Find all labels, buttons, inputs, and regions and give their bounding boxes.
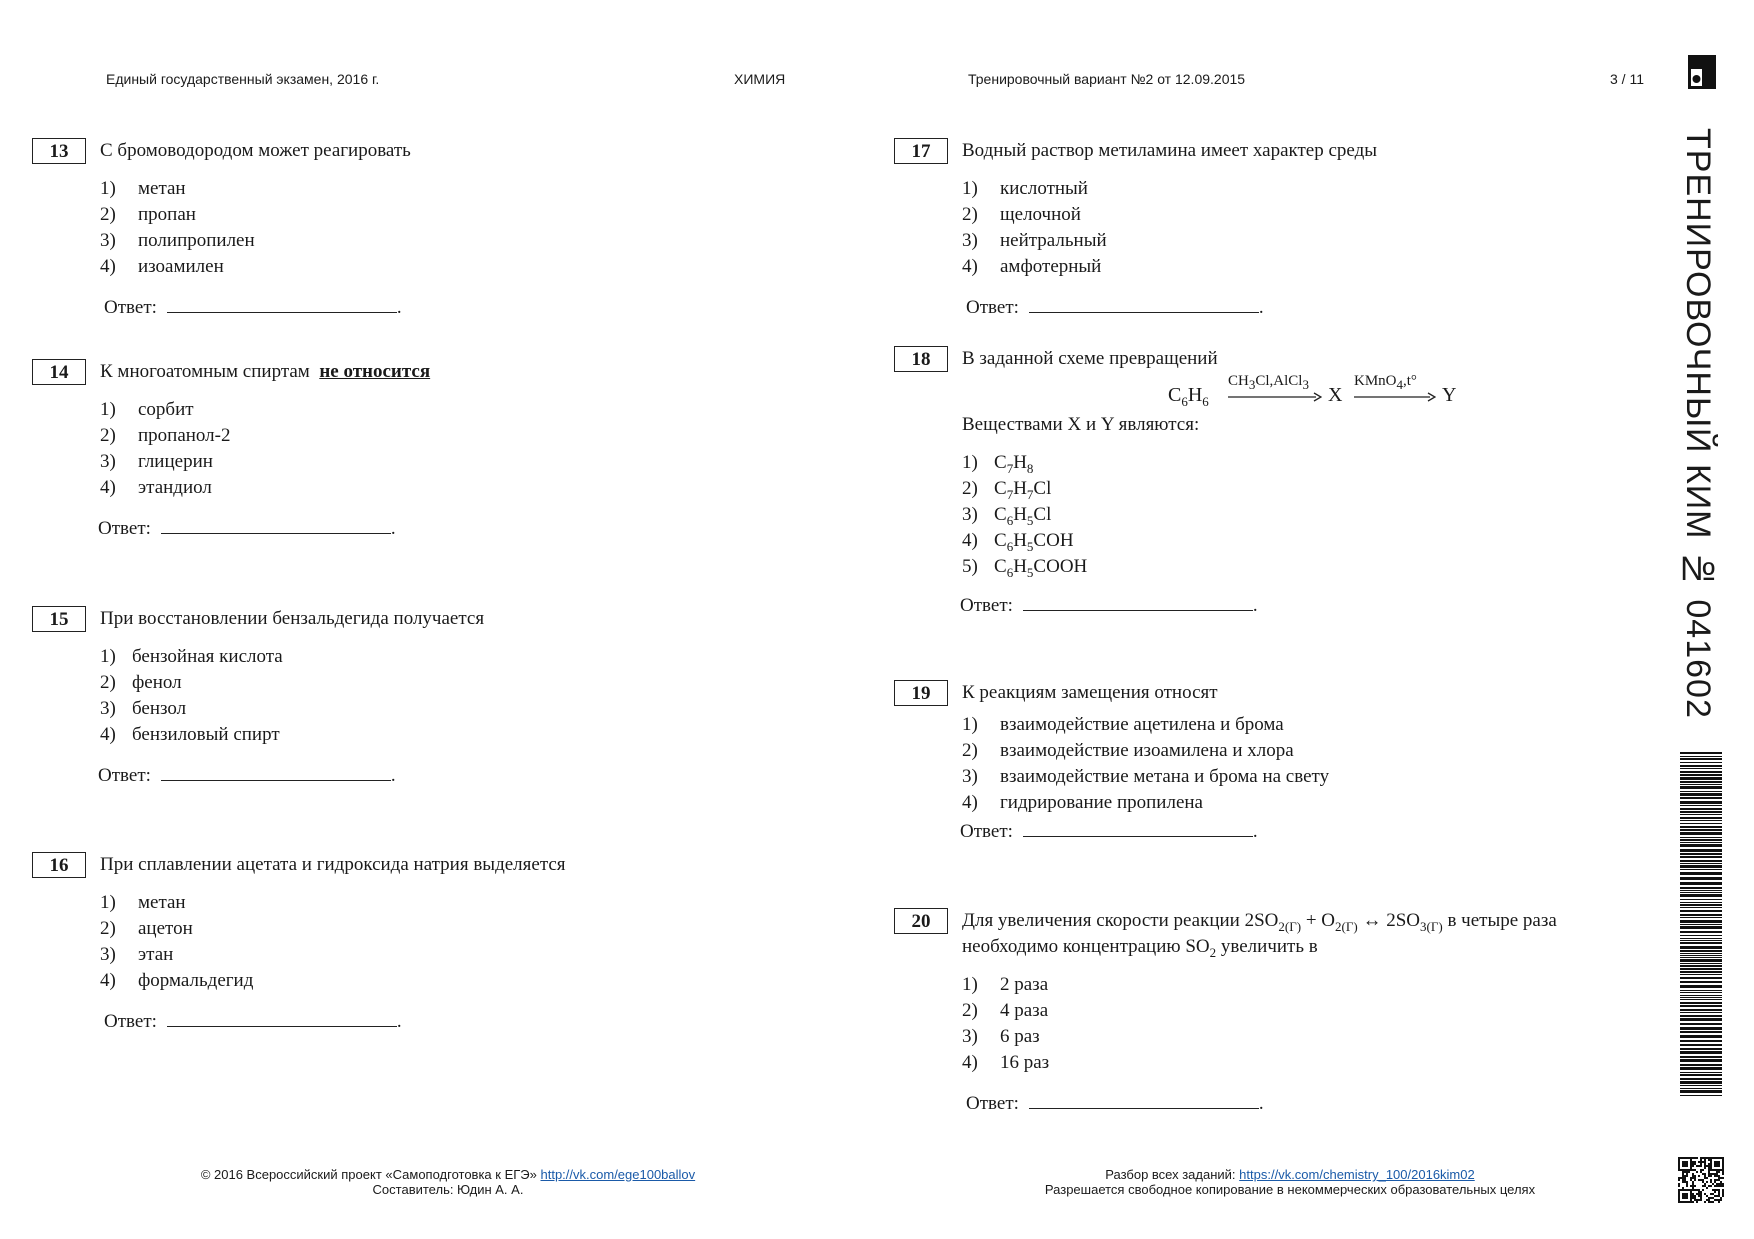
question-number: 13 [32,138,86,164]
footer-license: Разрешается свободное копирование в некоммерческих образовательных целях [1044,1182,1536,1197]
question-13 [32,138,832,338]
option-4[interactable]: 4) гидрирование пропилена [962,792,1203,813]
answer-field[interactable]: Ответ: . [966,1090,1264,1117]
option-2[interactable]: 2) щелочной [962,204,1081,225]
scheme-start: $C_6H_6$ [1168,384,1209,409]
option-3[interactable]: 3) 6 раз [962,1026,1040,1047]
option-2[interactable]: 2) ацетон [100,918,193,939]
question-16 [32,852,832,1052]
option-3[interactable]: 3) полипропилен [100,230,255,251]
header-subject: ХИМИЯ [734,71,786,87]
option-1[interactable]: 1) бензойная кислота [100,646,283,667]
arrow-icon [1228,392,1322,402]
question-text: С бромоводородом может реагировать [100,140,411,161]
side-label-kim: ТРЕНИРОВОЧНЫЙ КИМ № 041602 [1679,128,1717,719]
question-number: 20 [894,908,948,934]
question-14 [32,359,832,559]
question-text: При сплавлении ацетата и гидроксида натрия выделяется [100,854,566,875]
option-1[interactable]: 1) метан [100,892,186,913]
question-18 [894,346,1674,626]
answer-field[interactable]: Ответ: . [104,1008,402,1035]
arrow-icon [1354,392,1436,402]
options-list [100,176,255,280]
option-1[interactable]: 1) взаимодействие ацетилена и брома [962,714,1284,735]
answer-field[interactable]: Ответ: . [104,294,402,321]
question-text: При восстановлении бензальдегида получается [100,608,485,629]
answer-field[interactable]: Ответ: . [98,762,396,789]
option-3[interactable]: 3) этан [100,944,174,965]
footer-right [1010,1167,1570,1197]
header-variant: Тренировочный вариант №2 от 12.09.2015 [968,71,1246,87]
option-1[interactable]: 1) кислотный [962,178,1088,199]
options-list [100,890,253,994]
option-4[interactable]: 4) формальдегид [100,970,254,991]
barcode-icon [1680,752,1722,1097]
options-list [962,712,1329,816]
options-list [962,176,1107,280]
question-number: 19 [894,680,948,706]
option-3[interactable]: 3) взаимодействие метана и брома на свету [962,766,1330,787]
option-4[interactable]: 4) $C_6H_5COH$ [962,530,1074,554]
footer-left [150,1167,746,1197]
option-4[interactable]: 4) бензиловый спирт [100,724,280,745]
scheme-x: X [1328,384,1343,406]
options-list [962,972,1049,1076]
option-2[interactable]: 2) $C_7H_7Cl$ [962,478,1052,502]
option-4[interactable]: 4) амфотерный [962,256,1102,277]
option-1[interactable]: 1) метан [100,178,186,199]
option-3[interactable]: 3) нейтральный [962,230,1107,251]
logo-icon [1688,55,1716,89]
answer-field[interactable]: Ответ: . [960,818,1258,845]
question-number: 17 [894,138,948,164]
question-text: В заданной схеме превращений [962,348,1218,369]
options-list [962,450,1087,580]
option-3[interactable]: 3) глицерин [100,451,213,472]
option-3[interactable]: 3) бензол [100,698,187,719]
option-4[interactable]: 4) изоамилен [100,256,224,277]
header-exam-title: Единый государственный экзамен, 2016 г. [106,71,380,87]
question-number: 15 [32,606,86,632]
emphasis-not: не относится [319,361,431,382]
qr-code-icon [1678,1157,1724,1203]
option-3[interactable]: 3) $C_6H_5Cl$ [962,504,1052,528]
footer-project: © 2016 Всероссийский проект «Самоподготовка к ЕГЭ» [200,1167,537,1182]
question-text: Водный раствор метиламина имеет характер среды [962,140,1378,161]
option-1[interactable]: 1) $C_7H_8$ [962,452,1034,476]
options-list [100,644,283,748]
question-text-2: Веществами X и Y являются: [962,414,1200,435]
question-number: 18 [894,346,948,372]
header-page-number: 3 / 11 [1610,71,1644,87]
question-text: К реакциям замещения относят [962,682,1218,703]
question-20 [894,908,1664,1118]
question-number: 16 [32,852,86,878]
footer-link-vk[interactable]: http://vk.com/ege100ballov [540,1167,696,1182]
answer-field[interactable]: Ответ: . [966,294,1264,321]
option-1[interactable]: 1) сорбит [100,399,194,420]
question-15 [32,606,832,806]
question-19 [894,680,1674,840]
answer-field[interactable]: Ответ: . [960,592,1258,619]
question-text: Для увеличения скорости реакции $2SO_{2(Г)} + O_{2(Г)}$ ↔ $2SO_{3(Г)}$ в четыре раза [962,910,1557,934]
footer-author: Составитель: Юдин А. А. [372,1182,524,1197]
option-4[interactable]: 4) этандиол [100,477,212,498]
scheme-y: Y [1442,384,1457,406]
options-list [100,397,231,501]
footer-analysis-label: Разбор всех заданий: [1105,1167,1236,1182]
question-text-2: необходимо концентрацию $SO_2$ увеличить в [962,936,1318,960]
option-2[interactable]: 2) 4 раза [962,1000,1049,1021]
option-2[interactable]: 2) пропанол-2 [100,425,231,446]
option-4[interactable]: 4) 16 раз [962,1052,1050,1073]
footer-link-analysis[interactable]: https://vk.com/chemistry_100/2016kim02 [1239,1167,1475,1182]
option-1[interactable]: 1) 2 раза [962,974,1049,995]
question-text: К многоатомным спиртам не относится [100,361,431,382]
option-2[interactable]: 2) фенол [100,672,182,693]
option-2[interactable]: 2) взаимодействие изоамилена и хлора [962,740,1294,761]
option-5[interactable]: 5) $C_6H_5COOH$ [962,556,1088,580]
question-number: 14 [32,359,86,385]
scheme-reagent-2: KMnO$_4$,t° [1354,373,1417,392]
answer-field[interactable]: Ответ: . [98,515,396,542]
option-2[interactable]: 2) пропан [100,204,196,225]
question-17 [894,138,1674,338]
scheme-reagent-1: $CH_3Cl,AlCl_3$ [1228,373,1309,392]
